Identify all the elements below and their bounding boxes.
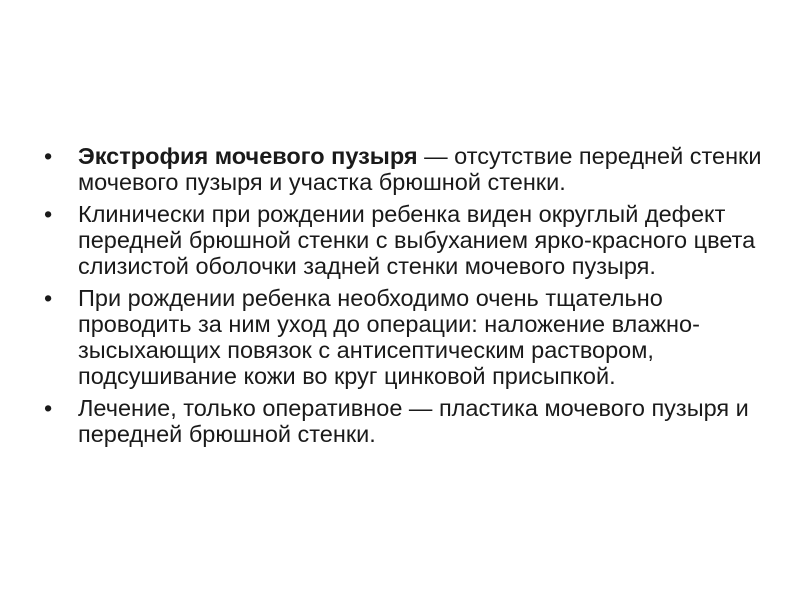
bullet-item-2: [44, 201, 764, 279]
bullet-item-3: [44, 285, 764, 389]
bullet-text: Клинически при рождении ребенка виден округлый дефект передней брюшной стенки с выбуханием ярко-красного цвета слизистой оболочки задней стенки мочевого пузыря.: [78, 201, 756, 279]
bullet-dot-icon: •: [44, 285, 53, 311]
bullet-text: При рождении ребенка необходимо очень тщательно проводить за ним уход до операции: наложение влажно-зысыхающих повязок с антисептическим раствором, подсушивание кожи во круг цинковой присыпкой.: [78, 285, 700, 389]
bullet-item-4: [44, 395, 764, 447]
bullet-text: — отсутствие передней стенки мочевого пузыря и участка брюшной стенки.: [78, 143, 762, 195]
bullet-list: [44, 143, 764, 453]
bullet-text: Лечение, только оперативное — пластика мочевого пузыря и передней брюшной стенки.: [78, 395, 749, 447]
bullet-dot-icon: •: [44, 395, 53, 421]
bullet-item-1: [44, 143, 764, 195]
bullet-term: Экстрофия мочевого пузыря: [78, 143, 418, 169]
bullet-dot-icon: •: [44, 201, 53, 227]
bullet-dot-icon: •: [44, 143, 53, 169]
